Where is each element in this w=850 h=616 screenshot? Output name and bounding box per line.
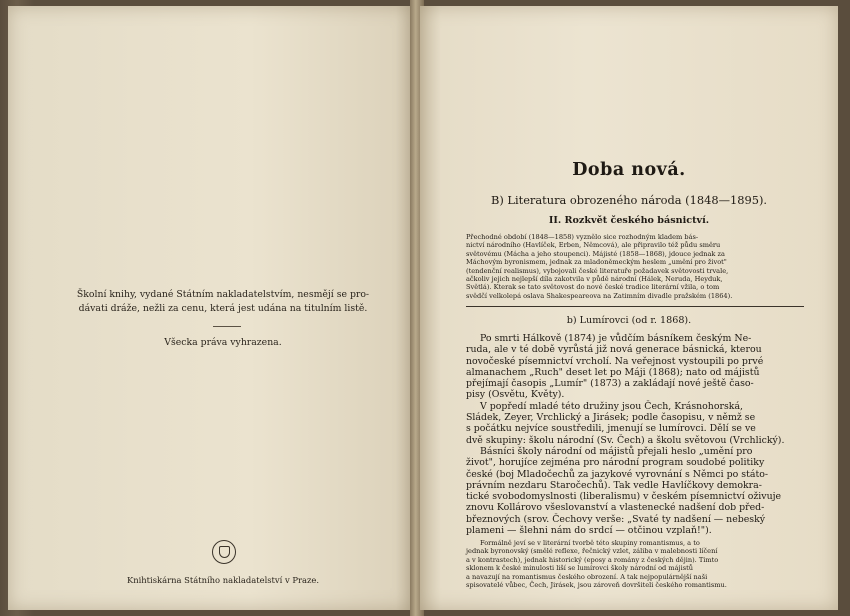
intro-line: Světlá). Kterak se tato světovost do nové české tradice literární vžila, o tom (466, 283, 720, 292)
subsection-heading: b) Lumírovci (od r. 1868). (566, 315, 692, 326)
right-page (420, 6, 838, 610)
body-line: české (boj Mladočechů za jazykové vyrovnání s Němci po státo- (466, 468, 769, 480)
publisher-emblem-icon (212, 540, 236, 564)
body-line: almanachem „Ruch" deset let po Máji (1868); nato od májistů (466, 366, 760, 378)
divider (213, 326, 241, 327)
body-line: novočeské písemnictví vrcholí. Na veřejnost vystoupili po prvé (466, 355, 764, 367)
main-text (466, 333, 804, 536)
body-line: plameni — šlehni nám do srdcí — otčinou vzplaň!"). (466, 525, 712, 537)
body-line: přejímají časopis „Lumír" (1873) a zakládají nové ještě časo- (466, 378, 754, 390)
body-line: Po smrti Hálkově (1874) je vůdčím básníkem českým Ne- (480, 333, 752, 344)
intro-line: ačkoliv jejich nejlepší díla zakotvila v půdě národní (Hálek, Neruda, Heyduk, (466, 275, 723, 284)
footer-line: spisovatelé vůbec, Čech, Jirásek, jsou zároveň dovršiteli českého romantismu. (466, 581, 727, 590)
notice-line: Školní knihy, vydané Státním nakladatelstvím, nesmějí se pro- (76, 289, 370, 300)
intro-line: nictví národního (Havlíček, Erben, Němcová), ale připravilo též půdu směru (466, 241, 721, 250)
body-line: znovu Kollárovo všeslovanství a vlastenecké nadšení dob před- (466, 502, 765, 514)
body-line: život", horujíce zejména pro národní program soudobé politiky (466, 457, 765, 469)
rights-reserved: Všecka práva vyhrazena. (164, 337, 282, 348)
footer-line: a navazují na romantismus českého obrození. A tak nejpopulárnější naši (466, 572, 708, 581)
body-line: dvě skupiny: školu národní (Sv. Čech) a školu světovou (Vrchlický). (466, 434, 785, 446)
page-title: Doba nová. (572, 160, 686, 180)
footer-line: a v kontrastech), jednak historický (eposy a romány z českých dějin). Timto (466, 555, 719, 564)
notice-line: dávati dráže, nežli za cenu, která jest udána na titulním listě. (78, 303, 368, 314)
section-rule (466, 306, 804, 307)
footer-line: jednak byronovský (smělé reflexe, řečnický vzlet, záliba v malebnosti líčení (466, 547, 718, 556)
body-line: V popředí mladé této družiny jsou Čech, Krásnohorská, (480, 400, 744, 412)
intro-line: svědčí velkolepá oslava Shakespeareova na Zatimním divadle pražském (1864). (466, 291, 733, 300)
body-line: březnových (srov. Čechovy verše: „Svaté ty nadšení — nebeský (466, 513, 766, 525)
footer-line: sklonem k české minulosti liší se lumírovci školy národní od májistů (466, 564, 693, 573)
section-heading: B) Literatura obrozeného národa (1848—1895). (490, 193, 768, 207)
intro-paragraph (466, 233, 804, 300)
chapter-heading: II. Rozkvět českého básnictví. (548, 215, 710, 226)
body-line: Básníci školy národní od májistů přejali heslo „umění pro (480, 445, 753, 457)
body-line: Sládek, Zeyer, Vrchlický a Jirásek; podle časopisu, v němž se (466, 412, 756, 424)
intro-line: světovému (Mácha a jeho stoupenci). Májisté (1858—1868), jdouce jednak za (466, 249, 725, 258)
left-page (8, 6, 412, 610)
body-line: s počátku nejvíce soustředili, jmenují se lumírovci. Dělí se ve (466, 423, 756, 435)
body-line: tické svobodomyslnosti (liberalismu) v českém písemnictví oživuje (466, 491, 782, 503)
body-line: ruda, ale v té době vyrůstá již nová generace básnická, kterou (466, 344, 762, 356)
body-line: pisy (Osvětu, Květy). (466, 389, 565, 401)
intro-line: Máchovým byronismem, jednak za mladoněmeckým heslem „umění pro život" (466, 258, 727, 267)
intro-line: (tendenční realismus), vybojovali české literatuře požadavek světovosti trvale, (466, 266, 729, 275)
printer-imprint: Knihtiskárna Státního nakladatelství v Praze. (126, 575, 320, 585)
intro-line: Přechodné období (1848—1858) vyznělo sice rozhodným kladem bás- (466, 233, 699, 241)
school-book-notice (68, 288, 378, 316)
footer-line: Formálně jeví se v literární tvorbě této skupiny romantismus, a to (480, 539, 700, 547)
footer-paragraph (466, 539, 804, 589)
body-line: právním nezdaru Staročechů). Tak vedle Havlíčkovy demokra- (466, 479, 762, 491)
